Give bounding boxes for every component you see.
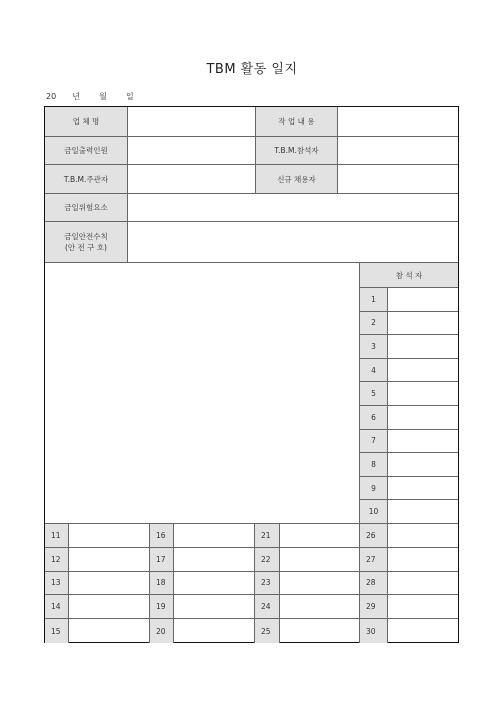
tbm-form <box>44 106 459 643</box>
attendee-number: 9 <box>360 477 388 501</box>
attendee-name-field[interactable] <box>388 548 458 572</box>
safety-rules-line2: (안 전 구 호) <box>65 243 107 252</box>
attendee-name-field[interactable] <box>69 572 150 596</box>
attendee-name-field[interactable] <box>174 548 255 572</box>
attendee-number: 18 <box>150 572 174 596</box>
page-title: TBM 활동 일지 <box>206 62 298 77</box>
attendee-number: 16 <box>150 524 174 548</box>
attendee-name-field[interactable] <box>280 572 360 596</box>
content-area[interactable] <box>45 263 360 524</box>
attendee-number: 2 <box>360 312 388 336</box>
safety-rules-line1: 금일안전수칙 <box>64 232 108 241</box>
attendee-name-field[interactable] <box>174 619 255 643</box>
absentees-field[interactable] <box>128 137 256 165</box>
attendee-name-field[interactable] <box>69 548 150 572</box>
attendee-number: 26 <box>360 524 388 548</box>
attendee-name-field[interactable] <box>388 500 458 524</box>
attendee-name-field[interactable] <box>388 595 458 619</box>
attendee-name-field[interactable] <box>388 406 458 430</box>
attendee-number: 30 <box>360 619 388 643</box>
attendee-name-field[interactable] <box>388 382 458 406</box>
attendee-number: 12 <box>45 548 69 572</box>
attendee-name-field[interactable] <box>280 619 360 643</box>
attendee-name-field[interactable] <box>69 619 150 643</box>
new-hires-label: 신규 채용자 <box>256 165 338 194</box>
attendee-name-field[interactable] <box>280 548 360 572</box>
attendee-number: 14 <box>45 595 69 619</box>
attendee-number: 11 <box>45 524 69 548</box>
attendee-name-field[interactable] <box>388 430 458 454</box>
absentees-label: 금일출력인원 <box>45 137 128 165</box>
attendee-header: 참 석 자 <box>360 263 458 288</box>
work-content-label: 작 업 내 용 <box>256 107 338 137</box>
year-prefix: 20 <box>46 92 57 101</box>
company-label: 업 체 명 <box>45 107 128 137</box>
year-label: 년 <box>72 92 81 101</box>
attendee-number: 15 <box>45 619 69 643</box>
attendee-number: 8 <box>360 453 388 477</box>
attendee-name-field[interactable] <box>388 453 458 477</box>
attendee-name-field[interactable] <box>388 335 458 359</box>
tbm-attendees-field[interactable] <box>338 137 458 165</box>
attendee-name-field[interactable] <box>388 524 458 548</box>
attendee-number: 5 <box>360 382 388 406</box>
attendee-number: 4 <box>360 359 388 383</box>
attendee-number: 19 <box>150 595 174 619</box>
attendee-name-field[interactable] <box>388 572 458 596</box>
attendee-name-field[interactable] <box>174 595 255 619</box>
attendee-number: 22 <box>255 548 280 572</box>
attendee-number: 25 <box>255 619 280 643</box>
safety-rules-label <box>45 222 128 263</box>
attendee-number: 20 <box>150 619 174 643</box>
attendee-name-field[interactable] <box>69 595 150 619</box>
attendee-name-field[interactable] <box>174 572 255 596</box>
hazards-label: 금일위험요소 <box>45 194 128 222</box>
attendee-number: 28 <box>360 572 388 596</box>
attendee-name-field[interactable] <box>280 595 360 619</box>
safety-rules-field[interactable] <box>128 222 458 263</box>
attendee-number: 6 <box>360 406 388 430</box>
attendee-name-field[interactable] <box>388 619 458 643</box>
attendee-number: 10 <box>360 500 388 524</box>
tbm-leader-label: T.B.M.주관자 <box>45 165 128 194</box>
attendee-name-field[interactable] <box>388 477 458 501</box>
attendee-number: 1 <box>360 288 388 312</box>
attendee-number: 29 <box>360 595 388 619</box>
tbm-leader-field[interactable] <box>128 165 256 194</box>
attendee-number: 13 <box>45 572 69 596</box>
company-field[interactable] <box>128 107 256 137</box>
tbm-attendees-label: T.B.M.참석자 <box>256 137 338 165</box>
attendee-number: 27 <box>360 548 388 572</box>
attendee-name-field[interactable] <box>388 312 458 336</box>
attendee-name-field[interactable] <box>69 524 150 548</box>
attendee-name-field[interactable] <box>174 524 255 548</box>
attendee-number: 24 <box>255 595 280 619</box>
attendee-number: 23 <box>255 572 280 596</box>
attendee-number: 7 <box>360 430 388 454</box>
day-label: 일 <box>125 92 134 101</box>
attendee-name-field[interactable] <box>280 524 360 548</box>
attendee-name-field[interactable] <box>388 288 458 312</box>
attendee-number: 21 <box>255 524 280 548</box>
work-content-field[interactable] <box>338 107 458 137</box>
month-label: 월 <box>99 92 107 101</box>
new-hires-field[interactable] <box>338 165 458 194</box>
attendee-number: 3 <box>360 335 388 359</box>
hazards-field[interactable] <box>128 194 458 222</box>
date-line <box>46 91 134 102</box>
attendee-number: 17 <box>150 548 174 572</box>
attendee-name-field[interactable] <box>388 359 458 383</box>
